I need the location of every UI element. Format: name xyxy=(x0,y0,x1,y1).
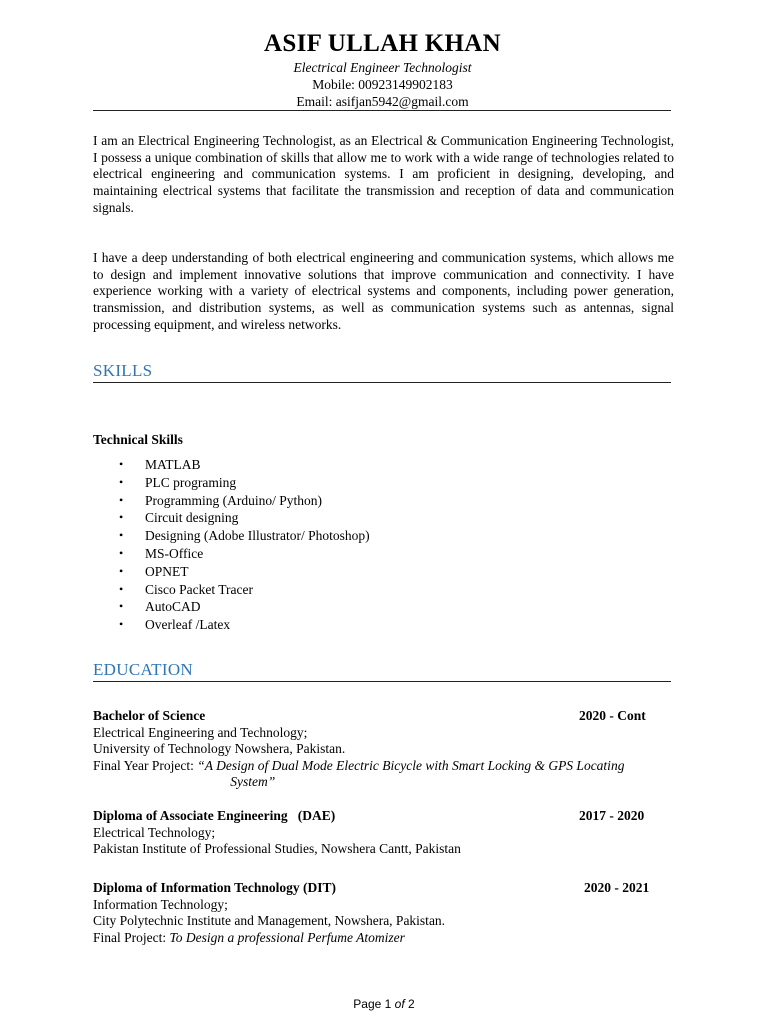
skill-label: Cisco Packet Tracer xyxy=(145,581,253,597)
skill-item xyxy=(93,527,370,545)
skill-label: MS-Office xyxy=(145,545,204,561)
institution-name: Pakistan Institute of Professional Studies, Nowshera Cantt, Pakistan xyxy=(93,841,461,857)
degree-field: Electrical Engineering and Technology; xyxy=(93,724,308,740)
institution-name: City Polytechnic Institute and Management, Nowshera, Pakistan. xyxy=(93,913,446,929)
bullet-icon: • xyxy=(119,581,124,596)
skill-item xyxy=(93,581,370,599)
skill-label: Overleaf /Latex xyxy=(145,617,231,633)
bullet-icon: • xyxy=(119,492,124,507)
skills-list xyxy=(93,456,370,634)
project-title-line-1: “A Design of Dual Mode Electric Bicycle with Smart Locking & GPS Locating xyxy=(197,757,625,773)
degree-years: 2017 - 2020 xyxy=(579,808,645,823)
education-heading: EDUCATION xyxy=(93,660,193,679)
project-label: Final Year Project: xyxy=(93,757,198,773)
bullet-icon: • xyxy=(119,510,124,525)
bullet-icon: • xyxy=(119,545,124,560)
skills-divider xyxy=(93,382,671,383)
header-divider xyxy=(93,110,671,111)
summary-paragraph-2: I have a deep understanding of both electrical engineering and communication systems, which allows me to design and implement innovative solutions that improve communication and connectivity. I have experience working with a variety of electrical systems and components, including power generation, transmission, and distribution systems, as well as communication systems such as antennas, signal processing equipment, and wireless networks. xyxy=(93,250,674,332)
page-number: Page 1 xyxy=(353,997,392,1011)
technical-skills-subheading: Technical Skills xyxy=(93,432,183,447)
skill-item xyxy=(93,563,370,581)
bullet-icon: • xyxy=(119,599,124,614)
mobile-number: Mobile: 00923149902183 xyxy=(312,77,453,92)
project-title: To Design a professional Perfume Atomizer xyxy=(169,929,405,945)
summary-paragraph-1: I am an Electrical Engineering Technologist, as an Electrical & Communication Engineering Technologist, I possess a unique combination of skills that allow me to work with a wide range of technologies related to electrical engineering and communication systems. I am proficient in designing, developing, and maintaining electrical systems that facilitate the transmission and reception of data and communication signals. xyxy=(93,133,674,215)
bullet-icon: • xyxy=(119,528,124,543)
skill-label: Programming (Arduino/ Python) xyxy=(145,492,322,508)
skill-item xyxy=(93,474,370,492)
skill-item xyxy=(93,509,370,527)
degree-field: Information Technology; xyxy=(93,896,228,912)
job-title: Electrical Engineer Technologist xyxy=(293,60,472,75)
skill-item xyxy=(93,616,370,634)
bullet-icon: • xyxy=(119,563,124,578)
degree-title: Diploma of Information Technology (DIT) xyxy=(93,880,337,895)
page-of-label: of xyxy=(394,997,405,1011)
skills-heading: SKILLS xyxy=(93,361,153,380)
institution-name: University of Technology Nowshera, Pakistan. xyxy=(93,741,346,757)
project-title-line-2: System” xyxy=(230,774,276,790)
skill-item xyxy=(93,545,370,563)
resume-header xyxy=(93,30,672,110)
degree-title: Bachelor of Science xyxy=(93,708,206,723)
skill-label: PLC programing xyxy=(145,474,237,490)
education-entry-dae xyxy=(93,808,673,858)
degree-years: 2020 - 2021 xyxy=(584,880,650,895)
education-entry-bsc xyxy=(93,708,673,791)
skill-label: Circuit designing xyxy=(145,510,239,526)
skill-label: MATLAB xyxy=(145,457,201,472)
candidate-name: ASIF ULLAH KHAN xyxy=(264,30,501,57)
bullet-icon: • xyxy=(119,457,124,471)
skill-label: Designing (Adobe Illustrator/ Photoshop) xyxy=(145,528,370,544)
skill-item xyxy=(93,456,370,474)
bullet-icon: • xyxy=(119,474,124,489)
skill-item xyxy=(93,598,370,616)
degree-field: Electrical Technology; xyxy=(93,824,216,840)
degree-title: Diploma of Associate Engineering (DAE) xyxy=(93,808,336,823)
page-total: 2 xyxy=(408,997,415,1011)
project-label: Final Project: xyxy=(93,929,170,945)
skill-label: AutoCAD xyxy=(145,599,201,615)
page-footer xyxy=(0,997,768,1011)
education-entry-dit xyxy=(93,880,673,946)
skill-label: OPNET xyxy=(145,563,189,579)
skill-item xyxy=(93,492,370,510)
degree-years: 2020 - Cont xyxy=(579,708,646,723)
education-divider xyxy=(93,681,671,682)
project-title xyxy=(197,758,624,791)
project-line xyxy=(93,930,673,947)
email-address: Email: asifjan5942@gmail.com xyxy=(296,94,469,109)
bullet-icon: • xyxy=(119,617,124,632)
project-line xyxy=(93,758,673,791)
